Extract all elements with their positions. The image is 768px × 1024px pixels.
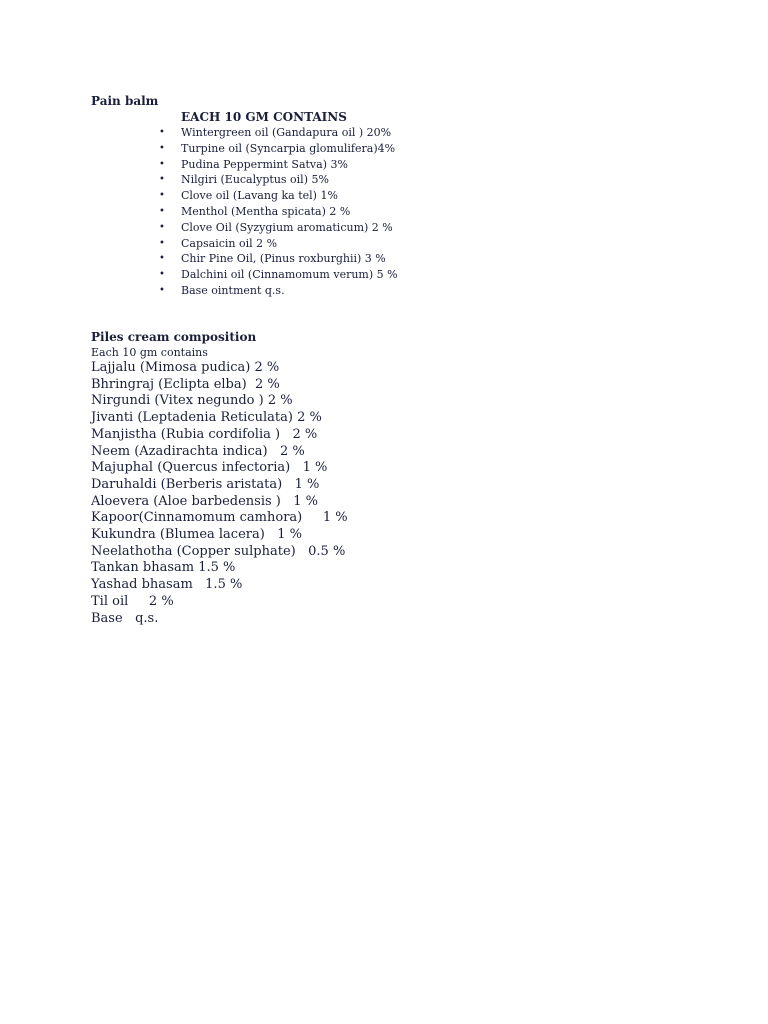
ingredient-text: Chir Pine Oil, (Pinus roxburghii) 3 % <box>181 252 386 266</box>
ingredient-text: Turpine oil (Syncarpia glomulifera)4% <box>181 141 396 155</box>
bullet-icon: • <box>159 237 165 249</box>
list-item <box>159 204 398 220</box>
list-item: Yashad bhasam 1.5 % <box>91 577 243 593</box>
bullet-icon: • <box>159 190 165 202</box>
bullet-icon: • <box>159 158 165 170</box>
list-item: Neelathotha (Copper sulphate) 0.5 % <box>91 543 346 559</box>
bullet-icon: • <box>159 127 165 138</box>
list-item: Kapoor(Cinnamomum camhora) 1 % <box>91 510 348 526</box>
pain-balm-ingredient-list <box>159 125 398 299</box>
bullet-icon: • <box>159 221 165 233</box>
list-item: Bhringraj (Eclipta elba) 2 % <box>91 376 280 392</box>
list-item <box>159 125 398 141</box>
list-item <box>159 157 398 173</box>
list-item: Base q.s. <box>91 610 159 626</box>
pain-balm-title: Pain balm <box>91 94 159 108</box>
list-item: Tankan bhasam 1.5 % <box>91 560 236 576</box>
list-item: Aloevera (Aloe barbedensis ) 1 % <box>91 493 319 509</box>
bullet-icon: • <box>159 269 165 281</box>
list-item <box>159 141 398 157</box>
pain-balm-subtitle: EACH 10 GM CONTAINS <box>181 110 347 124</box>
ingredient-text: Clove oil (Lavang ka tel) 1% <box>181 189 338 203</box>
bullet-icon: • <box>159 174 165 186</box>
piles-cream-subtitle: Each 10 gm contains <box>91 346 208 359</box>
ingredient-text: Menthol (Mentha spicata) 2 % <box>181 204 351 218</box>
list-item: Daruhaldi (Berberis aristata) 1 % <box>91 476 320 492</box>
list-item <box>159 172 398 188</box>
ingredient-text: Clove Oil (Syzygium aromaticum) 2 % <box>181 220 393 234</box>
list-item <box>159 283 398 299</box>
ingredient-text: Base ointment q.s. <box>181 283 285 297</box>
ingredient-text: Dalchini oil (Cinnamomum verum) 5 % <box>181 268 398 282</box>
ingredient-text: Wintergreen oil (Gandapura oil ) 20% <box>181 126 392 139</box>
list-item <box>159 188 398 204</box>
list-item: Manjistha (Rubia cordifolia ) 2 % <box>91 426 318 442</box>
bullet-icon: • <box>159 205 165 217</box>
piles-cream-ingredient-list <box>91 360 348 627</box>
list-item: Majuphal (Quercus infectoria) 1 % <box>91 460 328 476</box>
list-item: Jivanti (Leptadenia Reticulata) 2 % <box>91 410 322 426</box>
list-item: Til oil 2 % <box>91 593 174 609</box>
bullet-icon: • <box>159 284 165 296</box>
list-item: Lajjalu (Mimosa pudica) 2 % <box>91 360 280 375</box>
ingredient-text: Capsaicin oil 2 % <box>181 236 278 250</box>
bullet-icon: • <box>159 142 165 154</box>
ingredient-text: Nilgiri (Eucalyptus oil) 5% <box>181 173 329 187</box>
list-item <box>159 251 398 267</box>
list-item: Kukundra (Blumea lacera) 1 % <box>91 527 302 543</box>
ingredient-text: Pudina Peppermint Satva) 3% <box>181 157 348 171</box>
list-item <box>159 220 398 236</box>
list-item: Neem (Azadirachta indica) 2 % <box>91 443 305 459</box>
list-item: Nirgundi (Vitex negundo ) 2 % <box>91 393 293 409</box>
list-item <box>159 267 398 283</box>
bullet-icon: • <box>159 253 165 265</box>
piles-cream-title: Piles cream composition <box>91 330 257 344</box>
list-item <box>159 236 398 252</box>
